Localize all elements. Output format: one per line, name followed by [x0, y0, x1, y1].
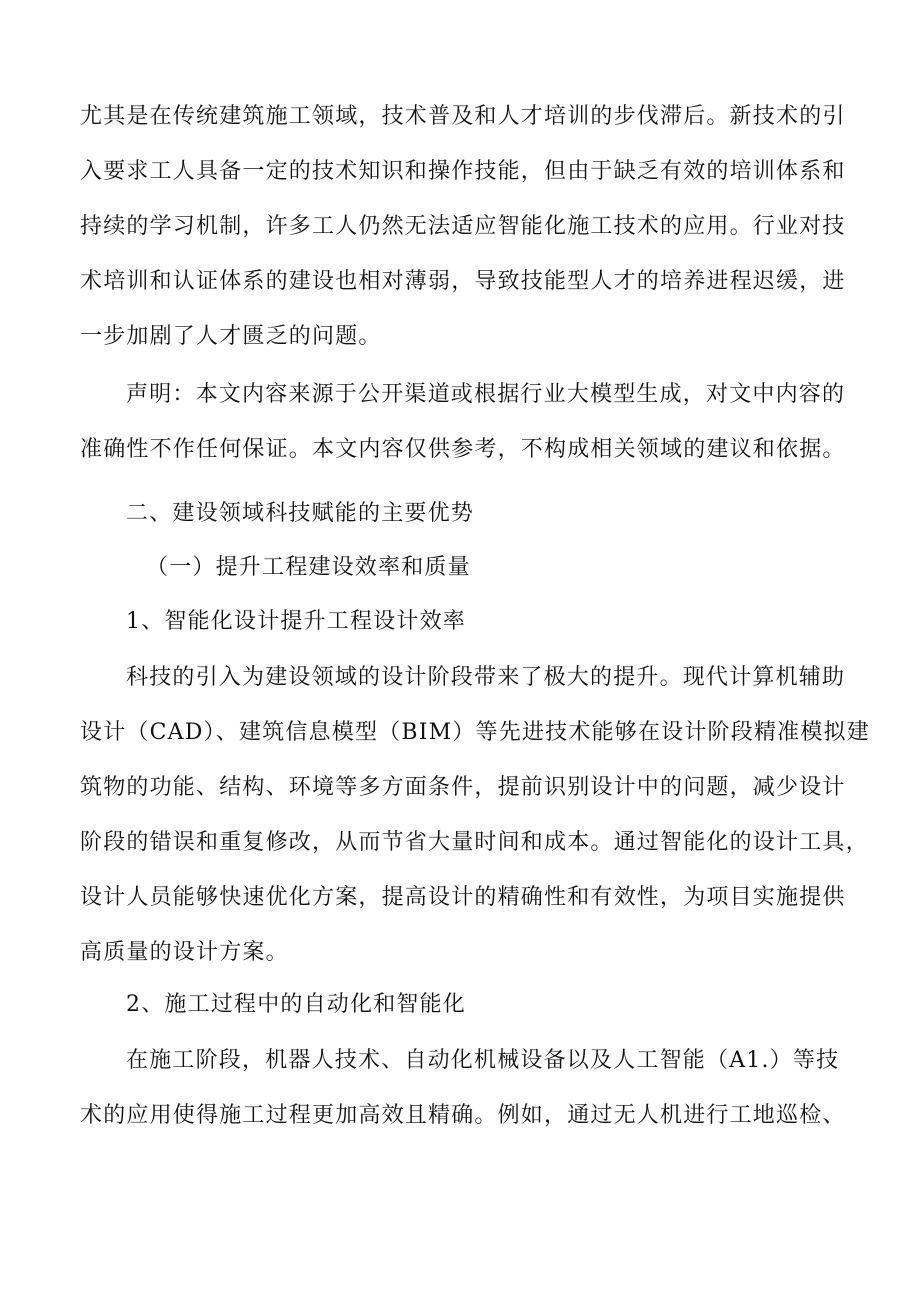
text-line: 筑物的功能、结构、环境等多方面条件，提前识别设计中的问题，减少设计: [80, 775, 846, 800]
text-line: 入要求工人具备一定的技术知识和操作技能，但由于缺乏有效的培训体系和: [80, 159, 846, 184]
text-line: 声明：本文内容来源于公开渠道或根据行业大模型生成，对文中内容的: [126, 382, 846, 407]
text-line: 尤其是在传统建筑施工领域，技术普及和人才培训的步伐滞后。新技术的引: [80, 104, 846, 129]
item2-heading: 2、施工过程中的自动化和智能化: [126, 992, 466, 1017]
disclaimer-paragraph: [80, 380, 846, 465]
text-line: 设计（CAD）、建筑信息模型（BIM）等先进技术能够在设计阶段精准模拟建: [80, 720, 870, 745]
text-line: 在施工阶段，机器人技术、自动化机械设备以及人工智能（A1.）等技: [126, 1048, 840, 1073]
text-line: 高质量的设计方案。: [80, 940, 289, 965]
item2-paragraph: [80, 1046, 846, 1131]
paragraph-intro: [80, 102, 846, 352]
text-line: 术的应用使得施工过程更加高效且精确。例如，通过无人机进行工地巡检、: [80, 1103, 846, 1128]
text-line: 科技的引入为建设领域的设计阶段带来了极大的提升。现代计算机辅助: [126, 665, 846, 690]
text-line: 设计人员能够快速优化方案，提高设计的精确性和有效性，为项目实施提供: [80, 885, 846, 910]
item1-heading: 1、智能化设计提升工程设计效率: [126, 609, 466, 634]
text-line: 术培训和认证体系的建设也相对薄弱，导致技能型人才的培养进程迟缓，进: [80, 269, 846, 294]
item1-paragraph: [80, 663, 870, 968]
text-line: 准确性不作任何保证。本文内容仅供参考，不构成相关领域的建议和依据。: [80, 437, 846, 462]
section-heading: 二、建设领域科技赋能的主要优势: [126, 501, 475, 526]
text-line: 一步加剧了人才匮乏的问题。: [80, 324, 382, 349]
text-line: 持续的学习机制，许多工人仍然无法适应智能化施工技术的应用。行业对技: [80, 214, 846, 239]
subsection-heading: （一）提升工程建设效率和质量: [146, 555, 471, 580]
text-line: 阶段的错误和重复修改，从而节省大量时间和成本。通过智能化的设计工具，: [80, 830, 869, 855]
